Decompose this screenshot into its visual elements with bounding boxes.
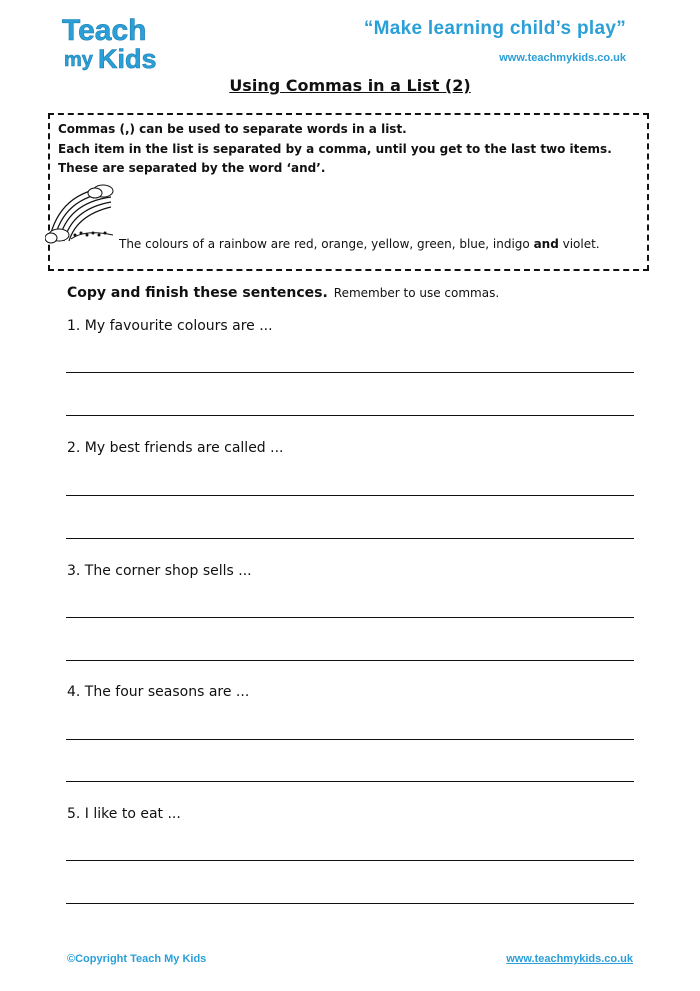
- question-3: 3. The corner shop sells ...: [67, 563, 252, 579]
- question-2: 2. My best friends are called ...: [67, 440, 284, 456]
- tagline: “Make learning child’s play”: [363, 18, 626, 39]
- example-text: The colours of a rainbow are red, orange, yellow, green, blue, indigo: [119, 237, 534, 251]
- page-title: Using Commas in a List (2): [229, 76, 471, 95]
- svg-text:my: my: [64, 49, 93, 71]
- rainbow-illustration: [45, 183, 118, 247]
- example-end: violet.: [558, 237, 600, 251]
- answer-line[interactable]: [66, 372, 634, 373]
- instruction: [67, 282, 499, 301]
- question-4: 4. The four seasons are ...: [67, 684, 250, 700]
- question-1: 1. My favourite colours are ...: [67, 318, 273, 334]
- info-line-1: Commas (,) can be used to separate words in a list.: [58, 122, 407, 136]
- copyright-text: ©Copyright Teach My Kids: [67, 953, 207, 965]
- question-5: 5. I like to eat ...: [67, 806, 181, 822]
- answer-line[interactable]: [66, 660, 634, 661]
- answer-line[interactable]: [66, 538, 634, 539]
- footer-website-link[interactable]: www.teachmykids.co.uk: [506, 953, 633, 965]
- svg-text:Teach: Teach: [62, 14, 147, 47]
- answer-line[interactable]: [66, 781, 634, 782]
- example-and: and: [533, 237, 559, 251]
- info-line-3: These are separated by the word ‘and’.: [58, 161, 326, 175]
- info-line-2: Each item in the list is separated by a comma, until you get to the last two items.: [58, 142, 612, 156]
- answer-line[interactable]: [66, 415, 634, 416]
- instruction-bold: Copy and finish these sentences.: [67, 285, 328, 301]
- example-sentence: [119, 237, 600, 251]
- answer-line[interactable]: [66, 495, 634, 496]
- answer-line[interactable]: [66, 903, 634, 904]
- header-website-link[interactable]: www.teachmykids.co.uk: [499, 52, 626, 64]
- answer-line[interactable]: [66, 739, 634, 740]
- instruction-plain: Remember to use commas.: [333, 286, 500, 300]
- svg-text:Kids: Kids: [98, 44, 157, 72]
- answer-line[interactable]: [66, 860, 634, 861]
- answer-line[interactable]: [66, 617, 634, 618]
